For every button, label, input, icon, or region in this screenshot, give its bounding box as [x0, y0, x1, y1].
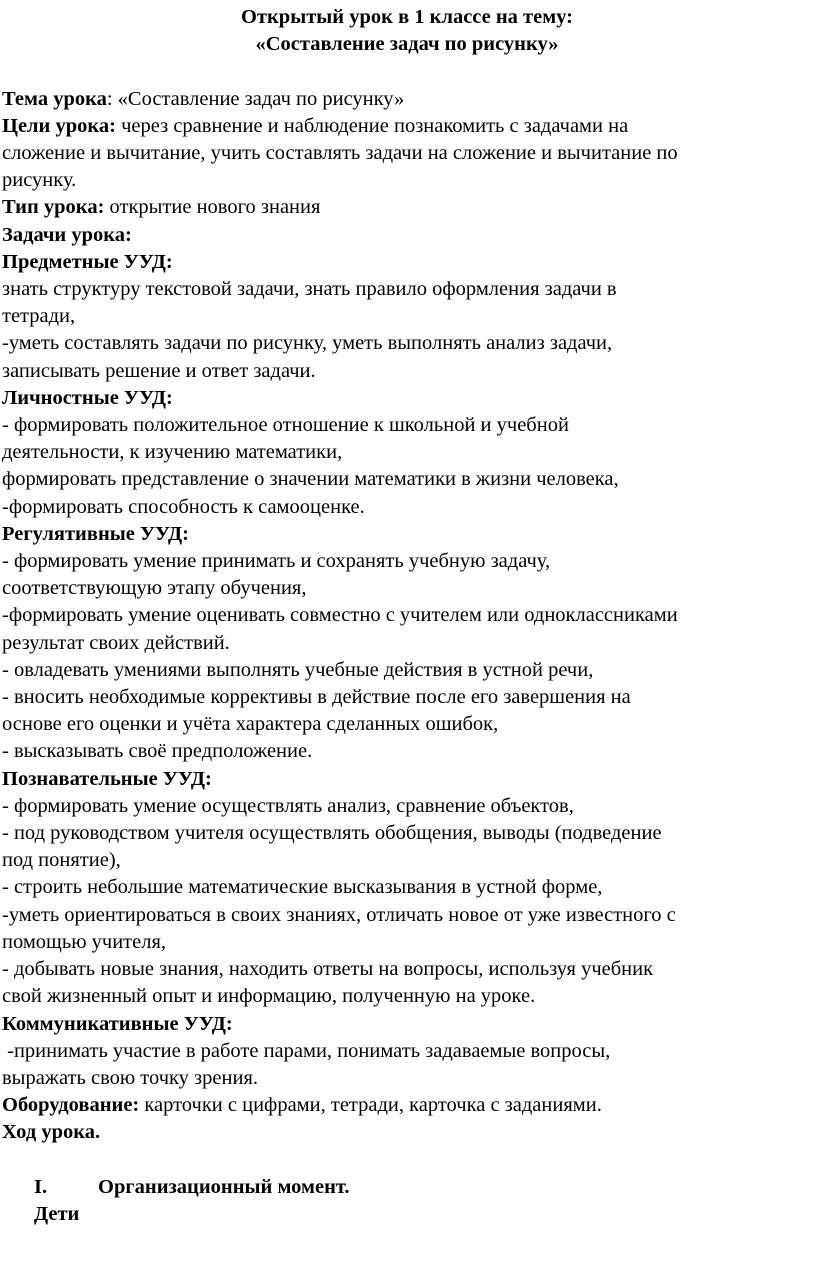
document-line — [2, 222, 812, 249]
line-label: Ход урока. — [2, 1121, 101, 1144]
section-number: I. — [34, 1175, 48, 1198]
document-line — [2, 303, 812, 330]
line-label: Тема урока — [2, 87, 107, 110]
line-text: -формировать умение оценивать совместно с учителем или одноклассниками — [2, 604, 678, 627]
line-label: Коммуникативные УУД: — [2, 1012, 233, 1035]
document-line — [2, 466, 812, 493]
blank-line — [2, 58, 812, 85]
document-line — [2, 602, 812, 629]
document-title-line-2: «Составление задач по рисунку» — [255, 33, 559, 56]
document-line — [2, 1038, 812, 1065]
line-text: знать структуру текстовой задачи, знать правило оформления задачи в — [2, 278, 617, 301]
document-line — [2, 902, 812, 929]
line-text: основе его оценки и учёта характера сделанных ошибок, — [2, 713, 499, 736]
line-label: Личностные УУД: — [2, 386, 173, 409]
line-text: -принимать участие в работе парами, понимать задаваемые вопросы, — [2, 1039, 611, 1062]
line-text: открытие нового знания — [104, 196, 321, 219]
document-line — [2, 385, 812, 412]
document-line — [2, 412, 812, 439]
line-text: результат своих действий. — [2, 631, 230, 654]
line-text: -уметь ориентироваться в своих знаниях, отличать новое от уже известного с — [2, 903, 676, 926]
line-text: - добывать новые знания, находить ответы на вопросы, используя учебник — [2, 958, 654, 981]
document-line — [2, 711, 812, 738]
document-line — [2, 548, 812, 575]
document-line — [2, 113, 812, 140]
document-line — [2, 330, 812, 357]
closing-word: Дети — [34, 1202, 80, 1225]
line-text: формировать представление о значении математики в жизни человека, — [2, 468, 619, 491]
line-text: под понятие), — [2, 849, 121, 872]
document-line — [2, 793, 812, 820]
line-text: : «Составление задач по рисунку» — [106, 87, 405, 110]
line-text: - вносить необходимые коррективы в действие после его завершения на — [2, 686, 631, 709]
line-text: выражать свою точку зрения. — [2, 1066, 258, 1089]
line-label: Регулятивные УУД: — [2, 522, 189, 545]
document-line — [2, 657, 812, 684]
line-label: Цели урока: — [2, 114, 116, 137]
document-line — [2, 575, 812, 602]
line-text: свой жизненный опыт и информацию, полученную на уроке. — [2, 985, 536, 1008]
line-label: Тип урока: — [2, 196, 105, 219]
line-text: деятельности, к изучению математики, — [2, 441, 343, 464]
document-line — [2, 983, 812, 1010]
line-text: - формировать умение осуществлять анализ, сравнение объектов, — [2, 794, 574, 817]
line-text: записывать решение и ответ задачи. — [2, 359, 316, 382]
document-line — [2, 494, 812, 521]
document-line — [2, 276, 812, 303]
line-text: - под руководством учителя осуществлять обобщения, выводы (подведение — [2, 822, 662, 845]
line-text: рисунку. — [2, 169, 77, 192]
document-title-line-1: Открытый урок в 1 классе на тему: — [240, 6, 573, 28]
line-text: сложение и вычитание, учить составлять задачи на сложение и вычитание по — [2, 142, 678, 164]
document-line — [2, 630, 812, 657]
document-line — [2, 194, 812, 221]
line-text: - строить небольшие математические высказывания в устной форме, — [2, 876, 603, 899]
line-label: Познавательные УУД: — [2, 767, 212, 790]
line-text: -формировать способность к самооценке. — [2, 495, 365, 518]
document-line — [2, 86, 812, 113]
document-line — [2, 1011, 812, 1038]
line-text: - овладевать умениями выполнять учебные действия в устной речи, — [2, 658, 594, 681]
line-label: Оборудование: — [2, 1094, 140, 1117]
line-text: - высказывать своё предположение. — [2, 740, 313, 763]
document-line — [2, 847, 812, 874]
document-line — [2, 929, 812, 956]
document-line — [2, 956, 812, 983]
document-line — [2, 521, 812, 548]
document-line — [2, 140, 812, 167]
document-line — [2, 874, 812, 901]
document-line — [2, 738, 812, 765]
line-text: -уметь составлять задачи по рисунку, уметь выполнять анализ задачи, — [2, 332, 613, 355]
line-text: - формировать умение принимать и сохранять учебную задачу, — [2, 550, 551, 573]
document-line — [2, 358, 812, 385]
document-line — [2, 1065, 812, 1092]
line-text: соответствующую этапу обучения, — [2, 577, 307, 600]
line-text: - формировать положительное отношение к школьной и учебной — [2, 414, 569, 437]
line-label: Предметные УУД: — [2, 250, 173, 273]
section-heading — [2, 1174, 812, 1201]
blank-line — [2, 1147, 812, 1174]
document-line — [2, 439, 812, 466]
document-line — [2, 167, 812, 194]
document-body — [2, 86, 812, 1147]
line-text: карточки с цифрами, тетради, карточка с заданиями. — [139, 1094, 602, 1117]
document-line — [2, 1092, 812, 1119]
document-line — [2, 684, 812, 711]
document-line — [2, 249, 812, 276]
document-line — [2, 820, 812, 847]
line-text: через сравнение и наблюдение познакомить с задачами на — [115, 114, 629, 137]
section-title: Организационный момент. — [98, 1175, 350, 1198]
document-line — [2, 1119, 812, 1146]
line-text: тетради, — [2, 305, 76, 328]
document-line — [2, 766, 812, 793]
line-label: Задачи урока: — [2, 223, 132, 246]
line-text: помощью учителя, — [2, 930, 166, 953]
